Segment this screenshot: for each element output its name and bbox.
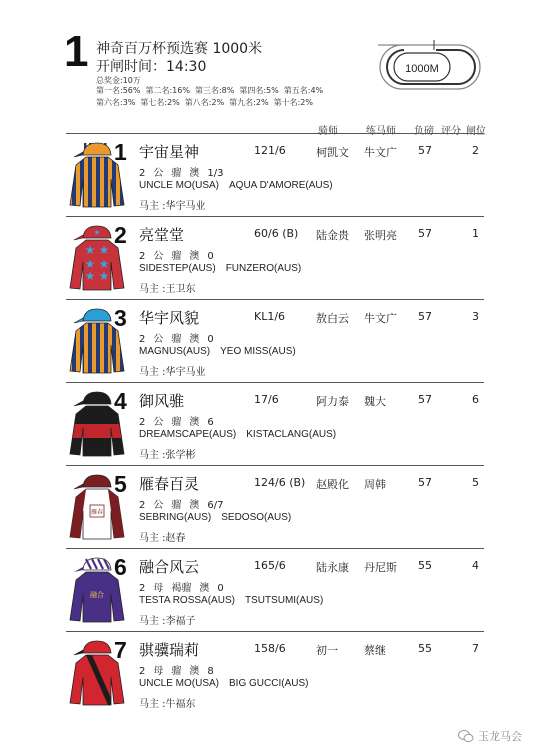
horse-rating: 121/6: [254, 144, 286, 157]
horse-form: 0: [217, 583, 224, 594]
horse-sex: 公: [153, 417, 164, 428]
barrier-draw: 5: [472, 476, 479, 489]
prize-split: 第五名:4%: [283, 86, 324, 95]
prize-split: 第一名:56%: [96, 86, 141, 95]
owner: 马主 :赵春: [139, 533, 186, 544]
carried-weight: 57: [418, 227, 432, 240]
owner: 马主 :华宇马业: [139, 367, 206, 378]
prize-split: 第七名:2%: [140, 98, 180, 107]
trainer-name: 周韩: [364, 478, 386, 491]
pedigree: [139, 346, 306, 357]
horse-color: 骝: [171, 251, 182, 262]
horse-sex: 公: [153, 500, 164, 511]
horse-info: [139, 413, 222, 428]
horse-origin: 澳: [189, 666, 200, 677]
dam: BIG GUCCI(AUS): [229, 678, 309, 689]
horse-color: 骝: [171, 666, 182, 677]
carried-weight: 57: [418, 310, 432, 323]
jockey-name: 陆金贵: [316, 229, 349, 242]
runner-row: [66, 299, 484, 382]
horse-sex: 公: [153, 334, 164, 345]
pedigree: [139, 180, 343, 191]
horse-origin: 澳: [189, 500, 200, 511]
dam: AQUA D'AMORE(AUS): [229, 180, 333, 191]
horse-name: 华宇风貌: [139, 309, 200, 327]
trainer-name: 蔡继: [364, 644, 386, 657]
carried-weight: 57: [418, 144, 432, 157]
prize-split: 第八名:2%: [184, 98, 225, 107]
horse-name: 雁春百灵: [139, 475, 200, 493]
svg-text:★: ★: [98, 269, 110, 283]
horse-info: [139, 579, 232, 594]
svg-text:雁春: 雁春: [90, 509, 104, 516]
horse-rating: 165/6: [254, 559, 286, 572]
prize-split: 第四名:5%: [239, 86, 279, 95]
horse-info: [139, 496, 231, 511]
barrier-draw: 6: [472, 393, 479, 406]
horse-name: 宇宙星神: [139, 143, 200, 161]
dam: TSUTSUMI(AUS): [244, 595, 324, 606]
carried-weight: 55: [418, 642, 432, 655]
watermark: [458, 728, 522, 744]
horse-age: 2: [139, 666, 146, 677]
runner-row: [66, 133, 484, 216]
runner-number: 1: [114, 139, 127, 165]
horse-origin: 澳: [189, 168, 200, 179]
runner-row: [66, 631, 484, 714]
col-rating: 评分: [441, 126, 461, 137]
svg-text:融合: 融合: [90, 591, 104, 599]
horse-name: 骐骥瑞莉: [139, 641, 200, 659]
jockey-name: 敖白云: [316, 312, 349, 325]
horse-rating: 124/6 (B): [254, 476, 306, 489]
horse-sex: 公: [153, 251, 164, 262]
owner: 马主 :王卫东: [139, 284, 196, 295]
barrier-draw: 4: [472, 559, 479, 572]
track-diagram: [378, 38, 486, 90]
horse-age: 2: [139, 417, 146, 428]
pedigree: [139, 678, 318, 689]
runner-row: [66, 216, 484, 299]
carried-weight: 57: [418, 476, 432, 489]
horse-form: 0: [207, 251, 214, 262]
jockey-name: 阿力泰: [316, 395, 349, 408]
trainer-name: 丹尼斯: [364, 561, 397, 574]
sire: SIDESTEP(AUS): [139, 263, 216, 274]
horse-age: 2: [139, 334, 146, 345]
horse-name: 融合风云: [139, 558, 200, 576]
svg-text:★: ★: [98, 243, 110, 257]
horse-rating: 17/6: [254, 393, 279, 406]
horse-origin: 澳: [189, 251, 200, 262]
horse-form: 8: [207, 666, 214, 677]
jockey-name: 初一: [316, 644, 338, 657]
watermark-text: 玉龙马会: [478, 730, 522, 743]
horse-form: 6: [207, 417, 214, 428]
sire: UNCLE MO(USA): [139, 180, 220, 191]
horse-origin: 澳: [189, 334, 200, 345]
runner-row: [66, 465, 484, 548]
horse-rating: KL1/6: [254, 310, 286, 323]
prize-split: 第二名:16%: [145, 86, 190, 95]
runner-number: 4: [114, 388, 127, 414]
prize-split: 第三名:8%: [194, 86, 235, 95]
horse-info: [139, 247, 222, 262]
dam: YEO MISS(AUS): [220, 346, 296, 357]
owner: 马主 :牛福东: [139, 699, 196, 710]
horse-name: 御风骓: [139, 392, 185, 410]
svg-text:★: ★: [98, 257, 110, 271]
horse-age: 2: [139, 583, 146, 594]
horse-sex: 公: [153, 168, 164, 179]
pedigree: [139, 429, 346, 440]
runner-number: 2: [114, 222, 127, 248]
barrier-draw: 3: [472, 310, 479, 323]
horse-origin: 澳: [199, 583, 210, 594]
runner-number: 3: [114, 305, 127, 331]
owner: 马主 :李福子: [139, 616, 196, 627]
jockey-name: 赵殿化: [316, 478, 349, 491]
runner-row: [66, 548, 484, 631]
horse-rating: 60/6 (B): [254, 227, 299, 240]
trainer-name: 魏大: [364, 395, 386, 408]
prize-total: 总奖金:10万: [96, 76, 141, 85]
horse-form: 0: [207, 334, 214, 345]
runners-list: [66, 133, 484, 714]
horse-info: [139, 662, 222, 677]
horse-name: 亮堂堂: [139, 226, 185, 244]
horse-form: 1/3: [207, 168, 224, 179]
svg-text:★: ★: [84, 269, 96, 283]
dam: KISTACLANG(AUS): [246, 429, 337, 440]
trainer-name: 张明亮: [364, 229, 397, 242]
sire: TESTA ROSSA(AUS): [139, 595, 235, 606]
col-jockey: 骑师: [318, 126, 338, 137]
race-header: [0, 0, 550, 112]
col-weight: 负磅: [414, 126, 434, 137]
horse-sex: 母: [153, 583, 164, 594]
svg-text:★: ★: [84, 257, 96, 271]
pedigree: [139, 512, 301, 523]
runner-number: 5: [114, 471, 127, 497]
barrier-draw: 7: [472, 642, 479, 655]
dam: FUNZERO(AUS): [225, 263, 302, 274]
trainer-name: 牛文广: [364, 146, 397, 159]
pedigree: [139, 595, 333, 606]
horse-info: [139, 330, 222, 345]
horse-info: [139, 164, 231, 179]
horse-age: 2: [139, 500, 146, 511]
owner: 马主 :张学彬: [139, 450, 196, 461]
horse-rating: 158/6: [254, 642, 286, 655]
svg-text:★: ★: [93, 228, 101, 237]
prize-split: 第六名:3%: [96, 98, 136, 107]
owner: 马主 :华宇马业: [139, 201, 206, 212]
trainer-name: 牛文广: [364, 312, 397, 325]
jockey-name: 陆永康: [316, 561, 349, 574]
svg-text:★: ★: [84, 243, 96, 257]
dam: SEDOSO(AUS): [221, 512, 292, 523]
sire: SEBRING(AUS): [139, 512, 212, 523]
race-title: 神奇百万杯预选赛 1000米: [96, 41, 263, 57]
col-trainer: 练马师: [366, 126, 396, 137]
horse-color: 骝: [171, 168, 182, 179]
sire: DREAMSCAPE(AUS): [139, 429, 237, 440]
horse-color: 骝: [171, 417, 182, 428]
prize-split: 第九名:2%: [229, 98, 269, 107]
pedigree: [139, 263, 311, 274]
prize-split: 第十名:2%: [273, 98, 313, 107]
wechat-icon: [458, 730, 474, 743]
horse-color: 骝: [171, 500, 182, 511]
runner-row: [66, 382, 484, 465]
sire: MAGNUS(AUS): [139, 346, 211, 357]
barrier-draw: 2: [472, 144, 479, 157]
horse-origin: 澳: [189, 417, 200, 428]
sire: UNCLE MO(USA): [139, 678, 220, 689]
carried-weight: 57: [418, 393, 432, 406]
jockey-name: 柯凯文: [316, 146, 349, 159]
track-distance-label: 1000M: [405, 63, 439, 75]
runner-number: 6: [114, 554, 127, 580]
runner-number: 7: [114, 637, 127, 663]
carried-weight: 55: [418, 559, 432, 572]
horse-color: 骝: [171, 334, 182, 345]
horse-color: 褐骝: [171, 583, 192, 594]
race-number: 1: [64, 27, 89, 76]
barrier-draw: 1: [472, 227, 479, 240]
horse-form: 6/7: [207, 500, 224, 511]
prize-splits: [96, 85, 396, 109]
horse-sex: 母: [153, 666, 164, 677]
horse-age: 2: [139, 251, 146, 262]
horse-age: 2: [139, 168, 146, 179]
race-start-time: 开闸时间：14:30: [96, 59, 207, 75]
col-draw: 闸位: [466, 126, 486, 137]
